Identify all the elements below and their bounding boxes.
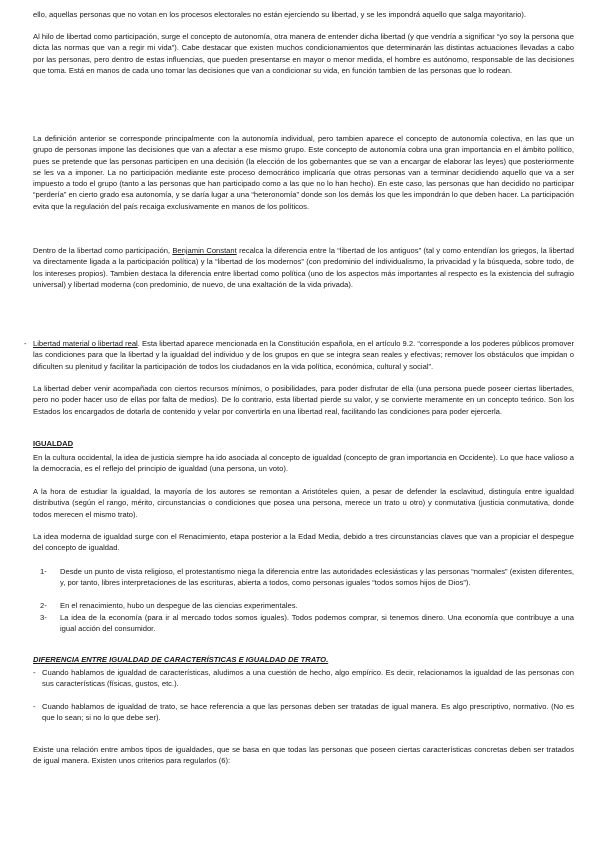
dash-bullet: - <box>33 668 36 677</box>
list-item-characteristics: Cuando hablamos de igualdad de características, aludimos a una cuestión de hecho, algo empírico. Es decir, relacionamos la igualdad de las personas con sus características (físicas, gustos, etc.). <box>42 668 574 689</box>
list-item-protestantism: Desde un punto de vista religioso, el protestantismo niega la diferencia entre las autoridades eclesiásticas y las personas “normales” (existen diferentes, y, por tanto, libres interpretaciones de las escrituras, abierta a todos, como personas iguales “todos somos hijos de Dios”). <box>60 567 574 588</box>
list-item-economy: La idea de la economía (para ir al mercado todos somos iguales). Todos podemos comprar, si tenemos dinero. Una economía que contribuye a una igual acción del consumidor. <box>60 613 574 634</box>
paragraph-participation-end: ello, aquellas personas que no votan en los procesos electorales no están ejerciendo su libertad, y se les impondrá aquello que salga mayoritario). <box>33 10 527 19</box>
paragraph-criteria: Existe una relación entre ambos tipos de igualdades, que se basa en que todas las personas que poseen ciertas características concretas deben ser tratados de igual manera. Existen unos criterios para regularlos (6): <box>33 745 574 766</box>
list-number: 3- <box>40 613 47 622</box>
list-item-treatment: Cuando hablamos de igualdad de trato, se hace referencia a que las personas deben ser tratadas de igual manera. Es algo prescriptivo, normativo. (No es que lo sean; si no lo que debe ser). <box>42 702 574 723</box>
list-number: 2- <box>40 601 47 610</box>
dash-bullet: - <box>33 702 36 711</box>
paragraph-equality-justice: En la cultura occidental, la idea de justicia siempre ha ido asociada al concepto de igualdad (concepto de gran importancia en Occidente). Lo que hace valioso a la democracia, es el reflejo del principio de igualdad (una persona, un voto). <box>33 453 574 474</box>
paragraph-constant <box>33 245 574 290</box>
paragraph-material-freedom <box>33 338 574 372</box>
paragraph-renaissance: La idea moderna de igualdad surge con el Renacimiento, etapa posterior a la Edad Media, debido a tres circunstancias claves que van a propiciar el despegue del concepto de igualdad. <box>33 532 574 553</box>
text: Dentro de la libertad como participación, <box>33 246 173 255</box>
paragraph-collective-autonomy: La definición anterior se corresponde principalmente con la autonomía individual, pero tambien aparece el concepto de autonomía colectiva, en las que un grupo de personas impone las decisiones que van a afectar a ese mismo grupo. Este concepto de autonomía cobra una gran importancia en el ámbito político, pues se pretende que las personas participen en una decisión (la elección de los gobernantes que se van a encargar de elaborar las leyes) que posteriormente se les va a imponer. La no participación mediante este proceso democrático implicaría que otras personas van a terminar decidiendo aquello que va a ser impuesto a todo el grupo (tanto a las personas que han participado como a las que no lo han hecho). En este caso, las personas que han decidido no participar “perdería” en cierto grado esa autonomía, y se daría lugar a una “heteronomía” donde son los demás los que les impondrán lo que deben hacer. La participación evita que la regulación del país recaiga exclusivamente en manos de los políticos. <box>33 134 574 211</box>
benjamin-constant-link[interactable]: Benjamin Constant <box>172 246 237 255</box>
list-item-sciences: En el renacimiento, hubo un despegue de las ciencias experimentales. <box>60 601 298 610</box>
paragraph-material-resources: La libertad deber venir acompañada con ciertos recursos mínimos, o posibilidades, para poder disfrutar de ella (una persona puede poseer ciertas libertades, pero no poder hacer uso de ellas por falta de medios). De lo contrario, esta libertad pierde su valor, y se convierte meramente en un concepto teórico. Son los Estados los encargados de dotarla de contenido y velar por convertirla en una libertad real, facilitando las condiciones para poder ejercerla. <box>33 384 574 416</box>
text: . Esta libertad aparece mencionada en la Constitución española, en el artículo 9.2. “corresponde a los poderes públicos promover las condiciones para que la libertad y la igualdad del individuo y de los grupos en que se integra sean reales y efectivas; remover los obstáculos que impidan o dificulten su plenitud y facilitar la participación de todos los ciudadanos en la vida política, económica, cultural y social”. <box>33 339 574 371</box>
heading-diferencia: DIFERENCIA ENTRE IGUALDAD DE CARACTERÍSTICAS E IGUALDAD DE TRATO. <box>33 655 329 664</box>
dash-bullet: - <box>24 339 27 348</box>
list-number: 1- <box>40 567 47 576</box>
heading-igualdad: IGUALDAD <box>33 439 74 448</box>
paragraph-autonomy: Al hilo de libertad como participación, surge el concepto de autonomía, otra manera de entender dicha libertad (y que vendría a significar “yo soy la persona que dicta las normas que van a regir mi vida”). Cabe destacar que existen muchos condicionamientos que determinarán las distintas actuaciones llevadas a cabo por las personas, pero dentro de estas influencias, que pueden presentarse en mayor o menor medida, el hombre es autónomo, responsable de las decisiones que toma. Está en manos de cada uno tomar las decisiones que van a condicionar su vida, en función tambien de las personas que lo rodean. <box>33 32 574 75</box>
material-freedom-term: Libertad material o libertad real <box>33 339 138 348</box>
text: recalca la diferencia entre la “libertad de los antiguos” (tal y como entendían los griegos, la libertad va directamente ligada a la participación política) y la “libertad de los modernos” (con predominio del individualismo, la privacidad y la búsqueda, sobre todo, de los intereses propios). Tambien destaca la diferencia entre libertad como política (uno de los aspectos más importantes al respecto es la existencia del sufragio universal) y libertad moderna (con predominio, de nuevo, de una exaltación de la vida privada). <box>33 246 574 289</box>
paragraph-aristotle: A la hora de estudiar la igualdad, la mayoría de los autores se remontan a Aristóteles quien, a pesar de defender la esclavitud, distinguía entre igualdad distributiva (según el rango, mérito, circunstancias o condiciones que posea una persona, merece un trato u otro) y conmutativa (justicia conmutativa, donde todos merecen el mismo trato). <box>33 487 574 519</box>
